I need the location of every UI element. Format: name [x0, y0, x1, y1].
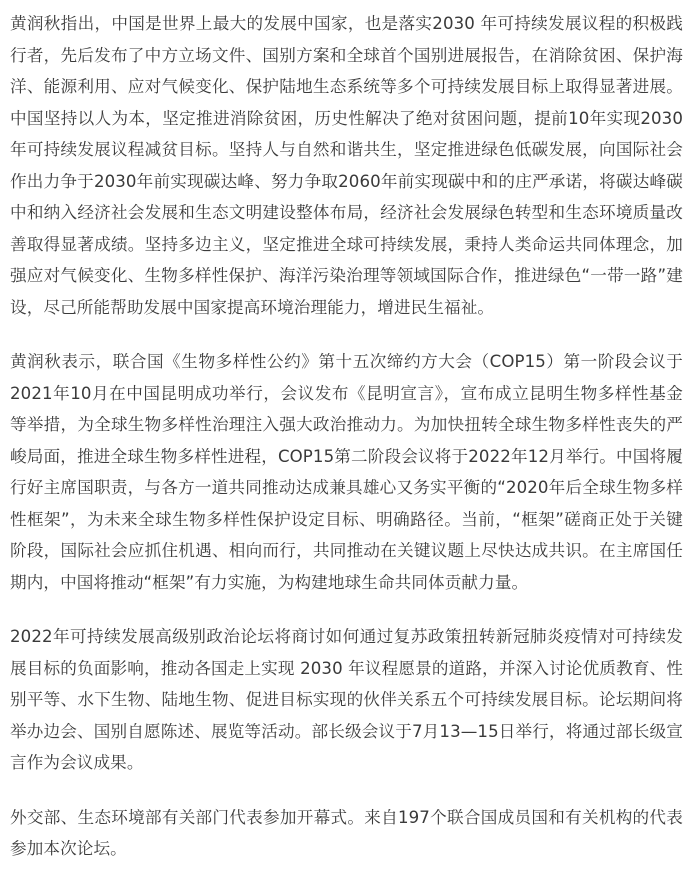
article-paragraph: 黄润秋指出，中国是世界上最大的发展中国家，也是落实2030 年可持续发展议程的积极践行者，先后发布了中方立场文件、国别方案和全球首个国别进展报告，在消除贫困、保护海洋、能源利用、应对气候变化、保护陆地生态系统等多个可持续发展目标上取得显著进展。中国坚持以人为本，坚定推进消除贫困，历史性解决了绝对贫困问题，提前10年实现2030年可持续发展议程减贫目标。坚持人与自然和谐共生，坚定推进绿色低碳发展，向国际社会作出力争于2030年前实现碳达峰、努力争取2060年前实现碳中和的庄严承诺，将碳达峰碳中和纳入经济社会发展和生态文明建设整体布局，经济社会发展绿色转型和生态环境质量改善取得显著成绩。坚持多边主义，坚定推进全球可持续发展，秉持人类命运共同体理念，加强应对气候变化、生物多样性保护、海洋污染治理等领域国际合作，推进绿色“一带一路”建设，尽己所能帮助发展中国家提高环境治理能力，增进民生福祉。	[10, 14, 683, 317]
article-paragraph: 外交部、生态环境部有关部门代表参加开幕式。来自197个联合国成员国和有关机构的代表参加本次论坛。	[10, 807, 683, 858]
article-paragraph: 黄润秋表示，联合国《生物多样性公约》第十五次缔约方大会（COP15）第一阶段会议于2021年10月在中国昆明成功举行，会议发布《昆明宣言》，宣布成立昆明生物多样性基金等举措，为全球生物多样性治理注入强大政治推动力。为加快扭转全球生物多样性丧失的严峻局面，推进全球生物多样性进程，COP15第二阶段会议将于2022年12月举行。中国将履行好主席国职责，与各方一道共同推动达成兼具雄心又务实平衡的“2020年后全球生物多样性框架”，为未来全球生物多样性保护设定目标、明确路径。当前，“框架”磋商正处于关键阶段，国际社会应抓住机遇、相向而行，共同推动在关键议题上尽快达成共识。在主席国任期内，中国将推动“框架”有力实施，为构建地球生命共同体贡献力量。	[10, 352, 683, 592]
article-paragraph: 2022年可持续发展高级别政治论坛将商讨如何通过复苏政策扭转新冠肺炎疫情对可持续发展目标的负面影响，推动各国走上实现 2030 年议程愿景的道路，并深入讨论优质教育、性别平等、水下生物、陆地生物、促进目标实现的伙伴关系五个可持续发展目标。论坛期间将举办边会、国别自愿陈述、展览等活动。部长级会议于7月13—15日举行，将通过部长级宣言作为会议成果。	[10, 627, 683, 772]
